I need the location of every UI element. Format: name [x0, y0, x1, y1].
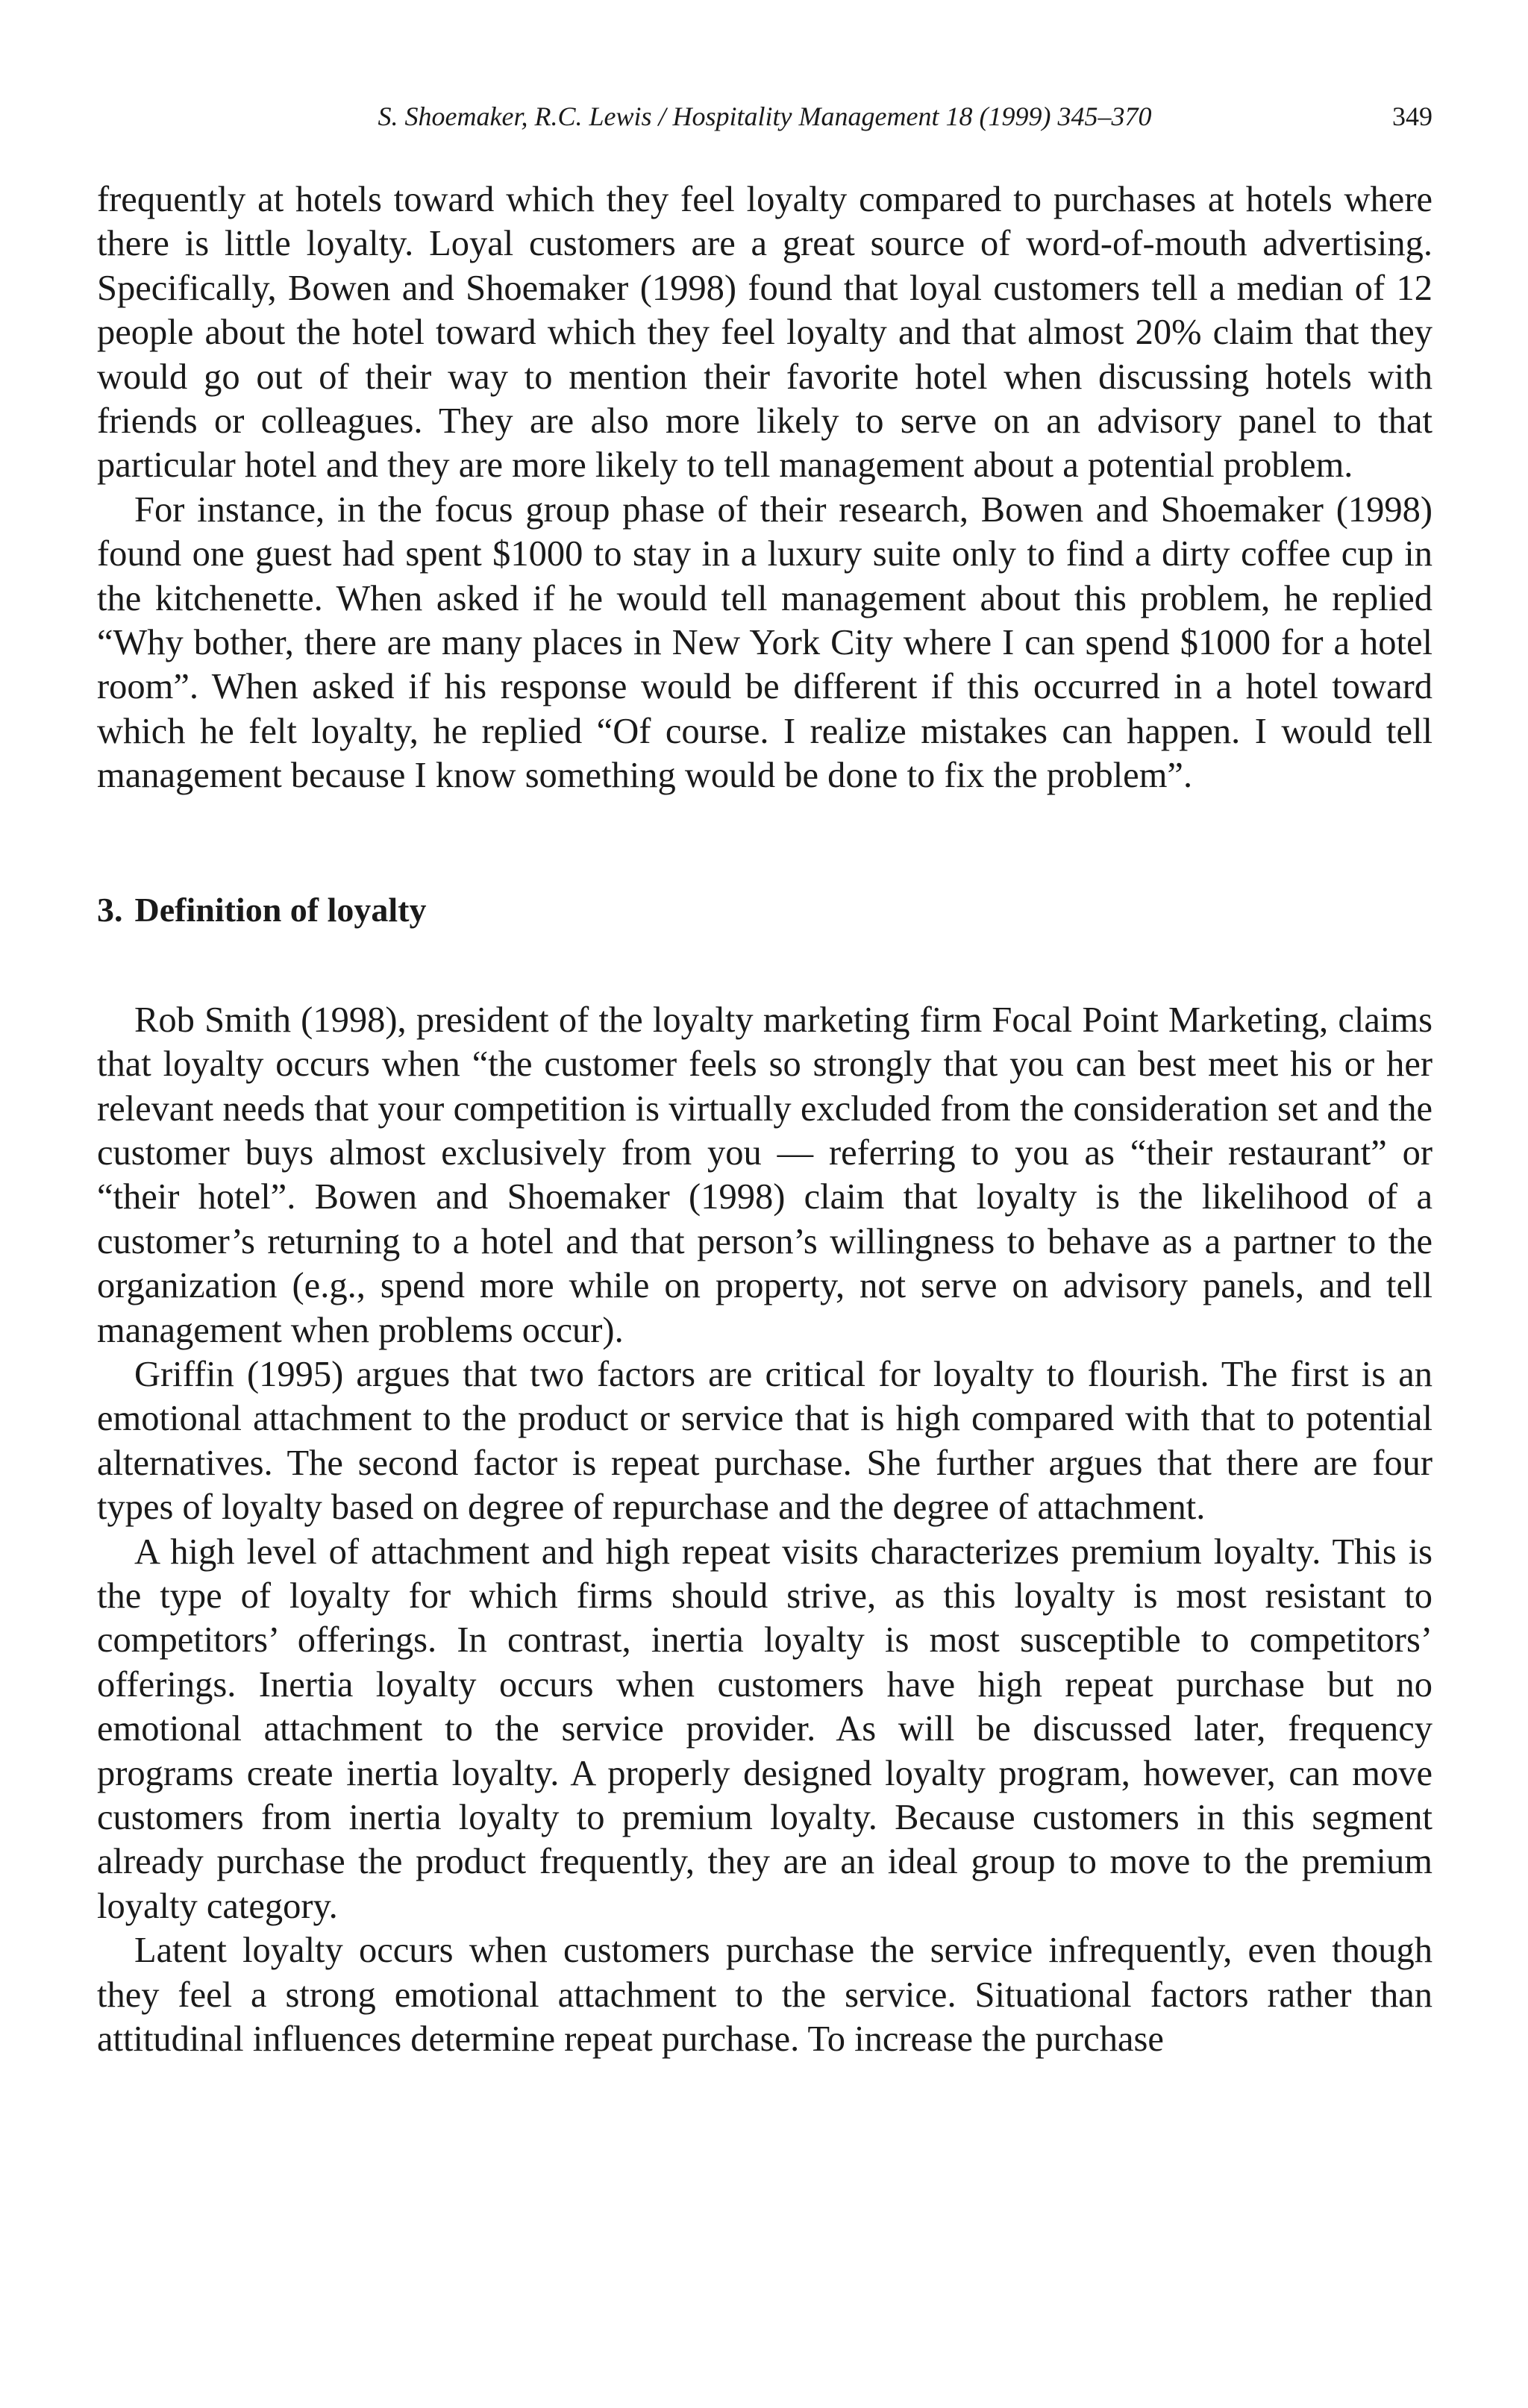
- body-text: [97, 178, 1432, 2061]
- paragraph: frequently at hotels toward which they feel loyalty compared to purchases at hotels where there is little loyalty. Loyal customers are a great source of word-of-mouth advertising. Specifically, Bowen and Shoemaker (1998) found that loyal customers tell a median of 12 people about the hotel toward which they feel loyalty and that almost 20% claim that they would go out of their way to mention their favorite hotel when discussing hotels with friends or colleagues. They are also more likely to serve on an advisory panel to that particular hotel and they are more likely to tell management about a potential problem.: [97, 180, 1432, 486]
- paragraph: Rob Smith (1998), president of the loyalty marketing firm Focal Point Marketing, claims that loyalty occurs when “the customer feels so strongly that you can best meet his or her relevant needs that your competition is virtually excluded from the consideration set and the customer buys almost exclusively from you — referring to you as “their restaurant” or “their hotel”. Bowen and Shoemaker (1998) claim that loyalty is the likelihood of a customer’s returning to a hotel and that person’s willingness to behave as a partner to the organization (e.g., spend more while on property, not serve on advisory panels, and tell management when problems occur).: [97, 1000, 1432, 1350]
- running-title: S. Shoemaker, R.C. Lewis / Hospitality Management 18 (1999) 345–370: [378, 101, 1152, 131]
- page-number: 349: [1392, 101, 1432, 131]
- paragraph: For instance, in the focus group phase of their research, Bowen and Shoemaker (1998) found one guest had spent $1000 to stay in a luxury suite only to find a dirty coffee cup in the kitchenette. When asked if he would tell management about this problem, he replied “Why bother, there are many places in New York City where I can spend $1000 for a hotel room”. When asked if his response would be different if this occurred in a hotel toward which he felt loyalty, he replied “Of course. I realize mistakes can happen. I would tell management because I know something would be done to fix the problem”.: [97, 489, 1432, 796]
- section-heading: [97, 888, 1432, 932]
- section-number: 3.: [97, 890, 123, 929]
- paragraph: Griffin (1995) argues that two factors are critical for loyalty to flourish. The first is an emotional attachment to the product or service that is high compared with that to potential alternatives. The second factor is repeat purchase. She further argues that there are four types of loyalty based on degree of repurchase and the degree of attachment.: [97, 1354, 1432, 1528]
- section-title: Definition of loyalty: [134, 890, 427, 929]
- paragraph: Latent loyalty occurs when customers purchase the service infrequently, even though they feel a strong emotional attachment to the service. Situational factors rather than attitudinal influences determine repeat purchase. To increase the purchase: [97, 1931, 1432, 2060]
- paragraph: A high level of attachment and high repeat visits characterizes premium loyalty. This is the type of loyalty for which firms should strive, as this loyalty is most resistant to competitors’ offerings. In contrast, inertia loyalty is most susceptible to competitors’ offerings. Inertia loyalty occurs when customers have high repeat purchase but no emotional attachment to the service provider. As will be discussed later, frequency programs create inertia loyalty. A properly designed loyalty program, however, can move customers from inertia loyalty to premium loyalty. Because customers in this segment already purchase the product frequently, they are an ideal group to move to the premium loyalty category.: [97, 1531, 1432, 1926]
- running-header: [97, 95, 1432, 137]
